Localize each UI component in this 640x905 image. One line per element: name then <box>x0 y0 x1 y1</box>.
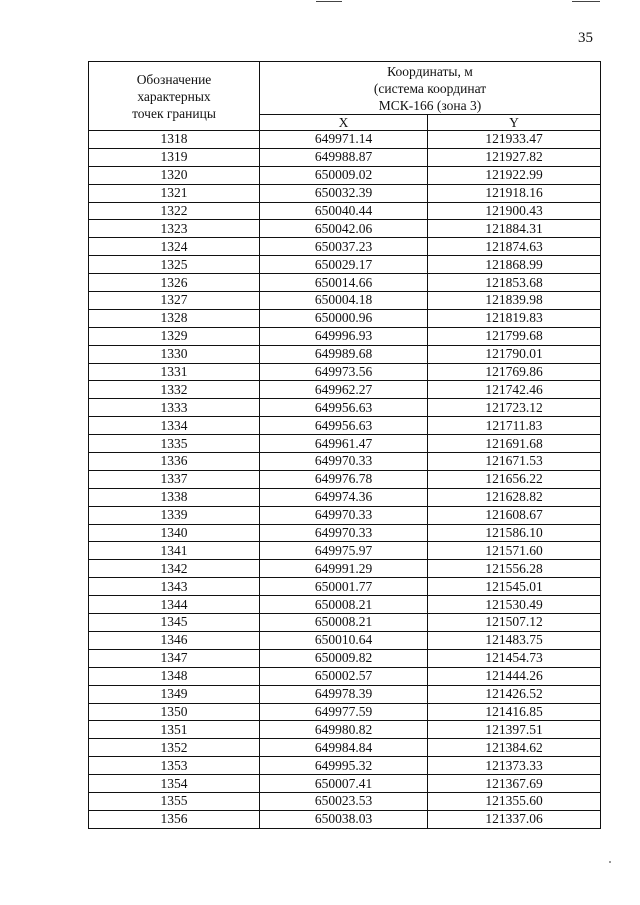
x-coordinate-cell: 649991.29 <box>260 560 428 578</box>
x-coordinate-cell: 649956.63 <box>260 417 428 435</box>
x-coordinate-cell: 650029.17 <box>260 256 428 274</box>
table-row <box>89 721 601 739</box>
point-id-cell: 1351 <box>89 721 260 739</box>
table-row <box>89 649 601 667</box>
table-row <box>89 220 601 238</box>
y-coordinate-cell: 121571.60 <box>428 542 601 560</box>
x-coordinate-cell: 650004.18 <box>260 292 428 310</box>
y-coordinate-cell: 121900.43 <box>428 202 601 220</box>
table-row <box>89 399 601 417</box>
x-coordinate-cell: 649988.87 <box>260 148 428 166</box>
x-coordinate-cell: 650009.02 <box>260 166 428 184</box>
x-coordinate-cell: 650042.06 <box>260 220 428 238</box>
y-coordinate-cell: 121556.28 <box>428 560 601 578</box>
point-id-cell: 1349 <box>89 685 260 703</box>
point-id-cell: 1345 <box>89 614 260 632</box>
y-coordinate-cell: 121742.46 <box>428 381 601 399</box>
x-coordinate-cell: 649973.56 <box>260 363 428 381</box>
x-coordinate-cell: 650008.21 <box>260 596 428 614</box>
coordinates-table <box>88 61 601 829</box>
y-coordinate-cell: 121769.86 <box>428 363 601 381</box>
point-id-cell: 1331 <box>89 363 260 381</box>
y-coordinate-cell: 121545.01 <box>428 578 601 596</box>
y-coordinate-cell: 121483.75 <box>428 631 601 649</box>
y-coordinate-cell: 121927.82 <box>428 148 601 166</box>
point-id-cell: 1330 <box>89 345 260 363</box>
x-coordinate-cell: 650007.41 <box>260 775 428 793</box>
coordinates-header: Координаты, м (система координат МСК-166 (зона 3) <box>260 62 601 115</box>
table-row <box>89 560 601 578</box>
y-coordinate-cell: 121355.60 <box>428 792 601 810</box>
y-coordinate-cell: 121530.49 <box>428 596 601 614</box>
y-coordinate-cell: 121839.98 <box>428 292 601 310</box>
table-row <box>89 757 601 775</box>
x-coordinate-cell: 649976.78 <box>260 470 428 488</box>
x-coordinate-cell: 650002.57 <box>260 667 428 685</box>
y-coordinate-cell: 121628.82 <box>428 488 601 506</box>
table-row <box>89 631 601 649</box>
point-id-cell: 1342 <box>89 560 260 578</box>
x-coordinate-cell: 649956.63 <box>260 399 428 417</box>
table-row <box>89 792 601 810</box>
point-id-cell: 1321 <box>89 184 260 202</box>
point-id-cell: 1353 <box>89 757 260 775</box>
point-id-cell: 1339 <box>89 506 260 524</box>
y-coordinate-cell: 121337.06 <box>428 810 601 828</box>
point-id-cell: 1319 <box>89 148 260 166</box>
table-row <box>89 131 601 149</box>
point-id-cell: 1350 <box>89 703 260 721</box>
table-row <box>89 184 601 202</box>
y-coordinate-cell: 121868.99 <box>428 256 601 274</box>
x-coordinate-cell: 650032.39 <box>260 184 428 202</box>
table-row <box>89 667 601 685</box>
x-coordinate-cell: 649962.27 <box>260 381 428 399</box>
x-coordinate-cell: 650001.77 <box>260 578 428 596</box>
y-coordinate-cell: 121711.83 <box>428 417 601 435</box>
scan-dot <box>609 861 611 863</box>
top-scan-line-left <box>316 1 342 2</box>
page-number: 35 <box>578 30 593 46</box>
table-row <box>89 775 601 793</box>
y-coordinate-cell: 121790.01 <box>428 345 601 363</box>
x-coordinate-cell: 650038.03 <box>260 810 428 828</box>
x-coordinate-cell: 649978.39 <box>260 685 428 703</box>
table-row <box>89 148 601 166</box>
table-row <box>89 435 601 453</box>
x-coordinate-cell: 649980.82 <box>260 721 428 739</box>
y-coordinate-cell: 121671.53 <box>428 453 601 471</box>
x-coordinate-cell: 649977.59 <box>260 703 428 721</box>
point-id-cell: 1347 <box>89 649 260 667</box>
y-coordinate-cell: 121933.47 <box>428 131 601 149</box>
y-coordinate-cell: 121507.12 <box>428 614 601 632</box>
point-id-cell: 1334 <box>89 417 260 435</box>
x-column-header: X <box>260 115 428 131</box>
y-coordinate-cell: 121819.83 <box>428 309 601 327</box>
point-id-cell: 1332 <box>89 381 260 399</box>
point-id-cell: 1320 <box>89 166 260 184</box>
x-coordinate-cell: 649975.97 <box>260 542 428 560</box>
table-row <box>89 739 601 757</box>
table-row <box>89 488 601 506</box>
table-header <box>89 62 601 131</box>
point-id-cell: 1337 <box>89 470 260 488</box>
point-id-cell: 1355 <box>89 792 260 810</box>
x-coordinate-cell: 649970.33 <box>260 506 428 524</box>
table-row <box>89 703 601 721</box>
y-coordinate-cell: 121922.99 <box>428 166 601 184</box>
y-coordinate-cell: 121723.12 <box>428 399 601 417</box>
table-row <box>89 381 601 399</box>
point-id-cell: 1356 <box>89 810 260 828</box>
x-coordinate-cell: 650009.82 <box>260 649 428 667</box>
point-id-cell: 1341 <box>89 542 260 560</box>
table-row <box>89 345 601 363</box>
y-coordinate-cell: 121884.31 <box>428 220 601 238</box>
x-coordinate-cell: 650010.64 <box>260 631 428 649</box>
header-row-top <box>89 62 601 115</box>
table-row <box>89 238 601 256</box>
y-coordinate-cell: 121444.26 <box>428 667 601 685</box>
point-id-cell: 1328 <box>89 309 260 327</box>
point-id-cell: 1322 <box>89 202 260 220</box>
point-id-cell: 1324 <box>89 238 260 256</box>
x-coordinate-cell: 649989.68 <box>260 345 428 363</box>
point-id-cell: 1344 <box>89 596 260 614</box>
table-row <box>89 542 601 560</box>
y-coordinate-cell: 121799.68 <box>428 327 601 345</box>
x-coordinate-cell: 649974.36 <box>260 488 428 506</box>
x-coordinate-cell: 650008.21 <box>260 614 428 632</box>
table-row <box>89 578 601 596</box>
y-coordinate-cell: 121874.63 <box>428 238 601 256</box>
top-scan-line-right <box>572 1 600 2</box>
point-id-cell: 1352 <box>89 739 260 757</box>
y-coordinate-cell: 121384.62 <box>428 739 601 757</box>
point-designation-header: Обозначение характерных точек границы <box>89 62 260 131</box>
y-coordinate-cell: 121586.10 <box>428 524 601 542</box>
table-row <box>89 327 601 345</box>
x-coordinate-cell: 650023.53 <box>260 792 428 810</box>
y-coordinate-cell: 121656.22 <box>428 470 601 488</box>
table-row <box>89 810 601 828</box>
point-id-cell: 1325 <box>89 256 260 274</box>
table-row <box>89 166 601 184</box>
x-coordinate-cell: 649970.33 <box>260 524 428 542</box>
point-id-cell: 1343 <box>89 578 260 596</box>
table-row <box>89 614 601 632</box>
table-row <box>89 363 601 381</box>
x-coordinate-cell: 649995.32 <box>260 757 428 775</box>
x-coordinate-cell: 649971.14 <box>260 131 428 149</box>
y-coordinate-cell: 121608.67 <box>428 506 601 524</box>
table-row <box>89 470 601 488</box>
x-coordinate-cell: 650040.44 <box>260 202 428 220</box>
point-id-cell: 1336 <box>89 453 260 471</box>
table-row <box>89 202 601 220</box>
x-coordinate-cell: 649970.33 <box>260 453 428 471</box>
x-coordinate-cell: 649996.93 <box>260 327 428 345</box>
x-coordinate-cell: 649984.84 <box>260 739 428 757</box>
y-coordinate-cell: 121397.51 <box>428 721 601 739</box>
x-coordinate-cell: 650000.96 <box>260 309 428 327</box>
table-row <box>89 685 601 703</box>
point-id-cell: 1326 <box>89 274 260 292</box>
point-id-cell: 1335 <box>89 435 260 453</box>
table-body <box>89 131 601 829</box>
y-coordinate-cell: 121416.85 <box>428 703 601 721</box>
table-row <box>89 274 601 292</box>
table-row <box>89 596 601 614</box>
point-id-cell: 1354 <box>89 775 260 793</box>
y-coordinate-cell: 121853.68 <box>428 274 601 292</box>
point-id-cell: 1323 <box>89 220 260 238</box>
point-id-cell: 1338 <box>89 488 260 506</box>
x-coordinate-cell: 650037.23 <box>260 238 428 256</box>
point-id-cell: 1348 <box>89 667 260 685</box>
table-row <box>89 417 601 435</box>
y-coordinate-cell: 121367.69 <box>428 775 601 793</box>
point-id-cell: 1340 <box>89 524 260 542</box>
y-coordinate-cell: 121426.52 <box>428 685 601 703</box>
point-id-cell: 1346 <box>89 631 260 649</box>
y-coordinate-cell: 121373.33 <box>428 757 601 775</box>
y-column-header: Y <box>428 115 601 131</box>
point-id-cell: 1333 <box>89 399 260 417</box>
y-coordinate-cell: 121691.68 <box>428 435 601 453</box>
x-coordinate-cell: 650014.66 <box>260 274 428 292</box>
point-id-cell: 1329 <box>89 327 260 345</box>
y-coordinate-cell: 121918.16 <box>428 184 601 202</box>
table-row <box>89 524 601 542</box>
table-row <box>89 256 601 274</box>
table-row <box>89 506 601 524</box>
y-coordinate-cell: 121454.73 <box>428 649 601 667</box>
table-row <box>89 309 601 327</box>
x-coordinate-cell: 649961.47 <box>260 435 428 453</box>
table-row <box>89 453 601 471</box>
point-id-cell: 1318 <box>89 131 260 149</box>
point-id-cell: 1327 <box>89 292 260 310</box>
table-row <box>89 292 601 310</box>
